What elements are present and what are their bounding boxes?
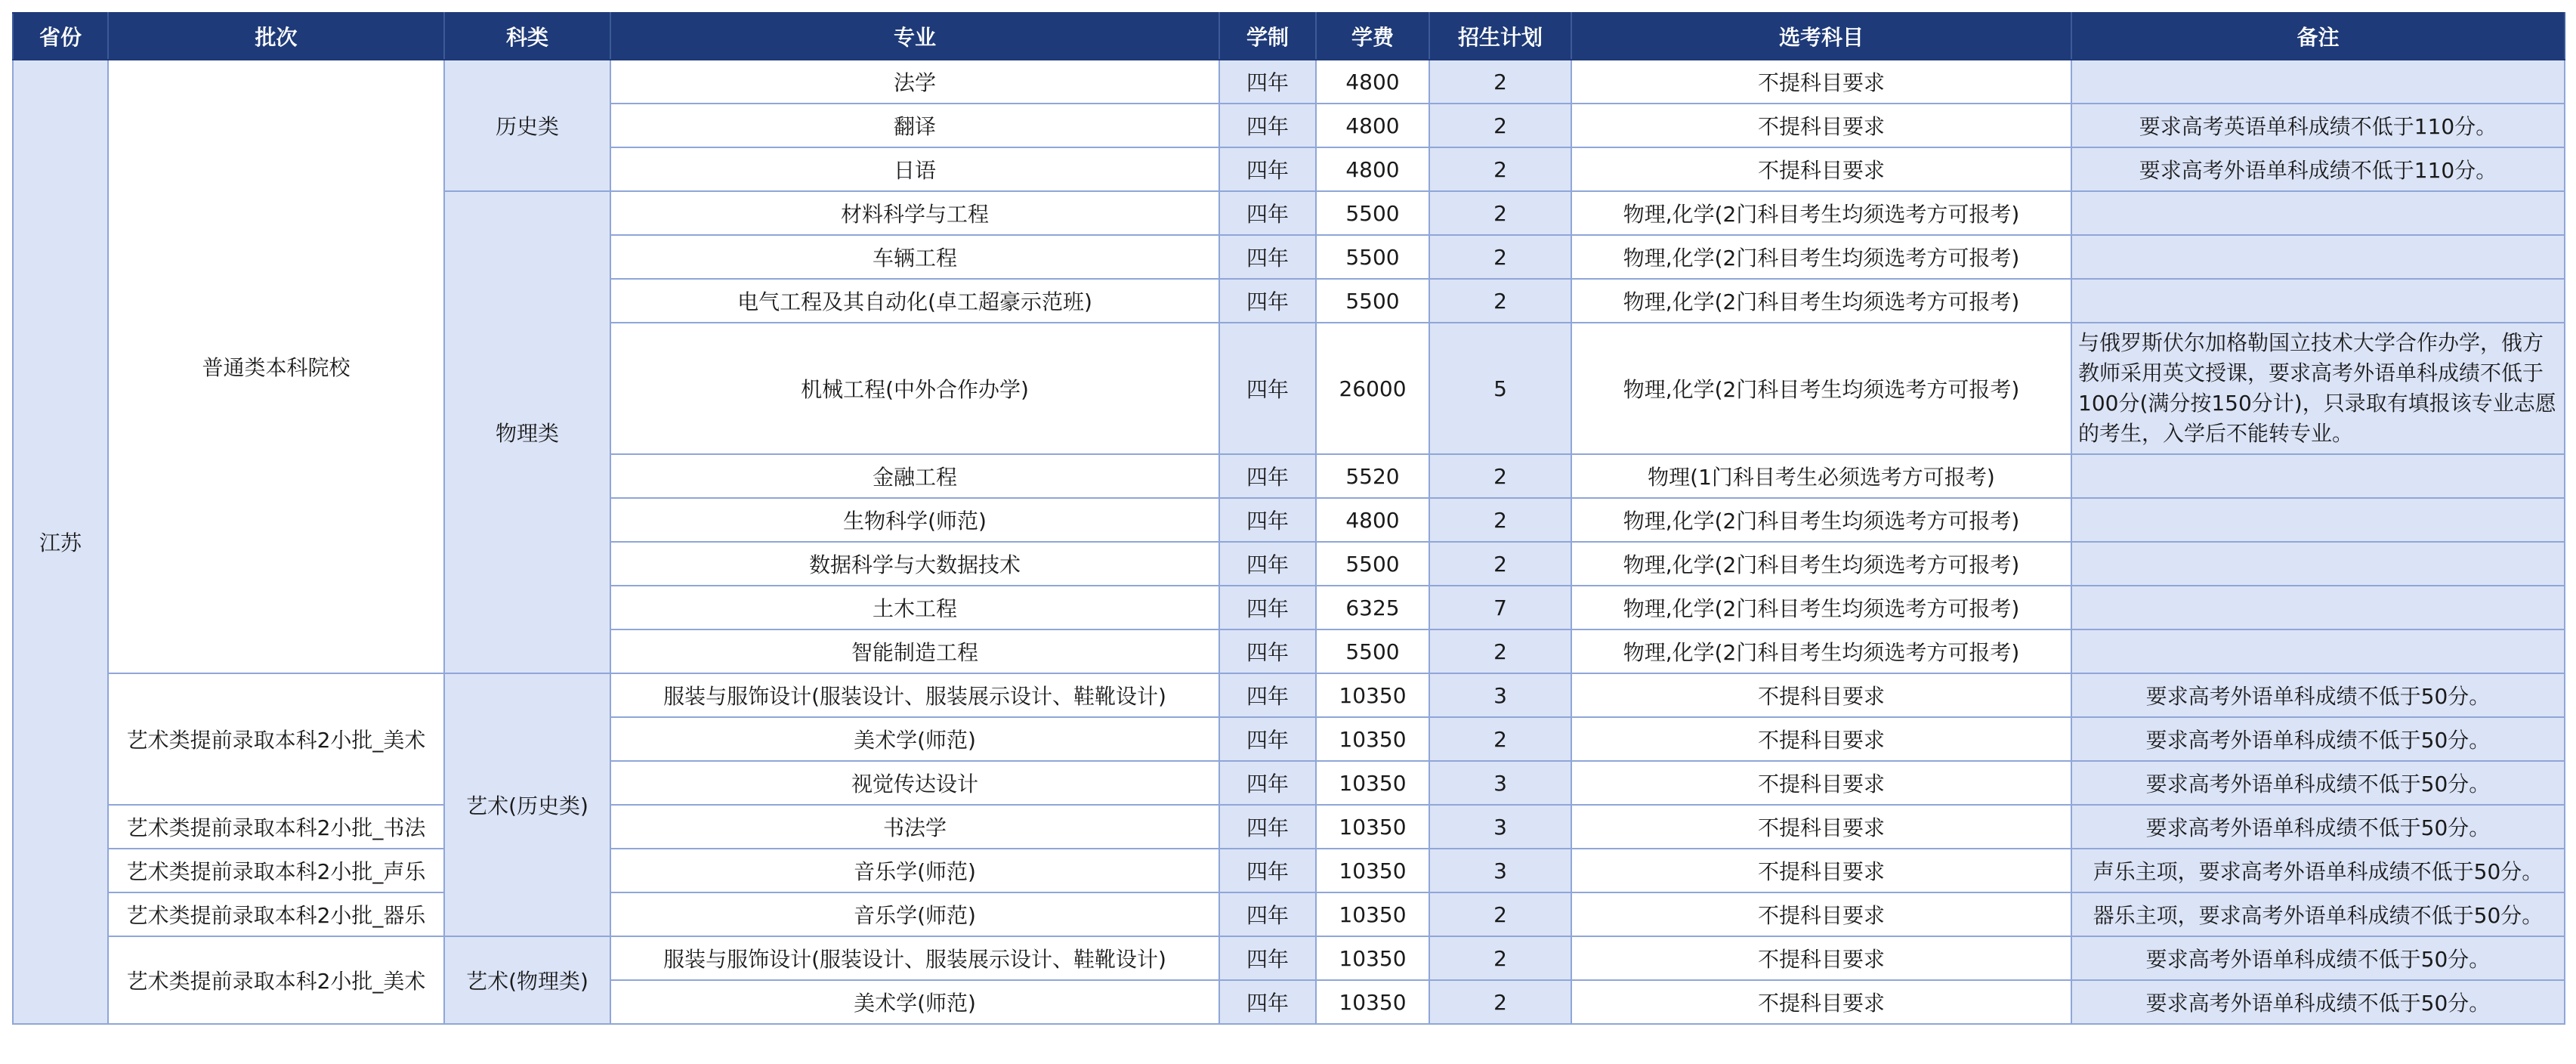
category-cell: 艺术(物理类) (444, 936, 610, 1024)
tuition-cell: 10350 (1316, 849, 1429, 892)
tuition-cell: 4800 (1316, 60, 1429, 104)
plan-cell: 2 (1429, 980, 1571, 1024)
subjects-cell: 物理,化学(2门科目考生均须选考方可报考) (1571, 629, 2071, 673)
subjects-cell: 不提科目要求 (1571, 147, 2071, 191)
major-cell: 电气工程及其自动化(卓工超豪示范班) (610, 279, 1219, 323)
major-cell: 材料科学与工程 (610, 191, 1219, 235)
tuition-cell: 5500 (1316, 279, 1429, 323)
note-cell (2071, 235, 2565, 279)
note-cell (2071, 629, 2565, 673)
note-cell (2071, 279, 2565, 323)
plan-cell: 2 (1429, 147, 1571, 191)
plan-cell: 2 (1429, 454, 1571, 498)
note-cell (2071, 498, 2565, 542)
note-cell: 要求高考外语单科成绩不低于50分。 (2071, 980, 2565, 1024)
note-cell (2071, 60, 2565, 104)
header-subjects: 选考科目 (1571, 13, 2071, 60)
tuition-cell: 5520 (1316, 454, 1429, 498)
subjects-cell: 物理,化学(2门科目考生均须选考方可报考) (1571, 498, 2071, 542)
header-major: 专业 (610, 13, 1219, 60)
note-cell (2071, 542, 2565, 586)
subjects-cell: 不提科目要求 (1571, 980, 2071, 1024)
category-cell: 历史类 (444, 60, 610, 191)
plan-cell: 3 (1429, 805, 1571, 849)
category-cell: 艺术(历史类) (444, 673, 610, 936)
subjects-cell: 不提科目要求 (1571, 673, 2071, 717)
duration-cell: 四年 (1219, 805, 1316, 849)
plan-cell: 2 (1429, 60, 1571, 104)
duration-cell: 四年 (1219, 761, 1316, 805)
duration-cell: 四年 (1219, 235, 1316, 279)
subjects-cell: 不提科目要求 (1571, 761, 2071, 805)
tuition-cell: 10350 (1316, 673, 1429, 717)
subjects-cell: 不提科目要求 (1571, 892, 2071, 936)
batch-cell: 艺术类提前录取本科2小批_书法 (108, 805, 444, 849)
tuition-cell: 5500 (1316, 191, 1429, 235)
major-cell: 美术学(师范) (610, 980, 1219, 1024)
province-cell: 江苏 (13, 60, 108, 1024)
duration-cell: 四年 (1219, 586, 1316, 629)
major-cell: 数据科学与大数据技术 (610, 542, 1219, 586)
duration-cell: 四年 (1219, 191, 1316, 235)
table-body (13, 60, 2565, 1024)
subjects-cell: 物理(1门科目考生必须选考方可报考) (1571, 454, 2071, 498)
major-cell: 日语 (610, 147, 1219, 191)
header-duration: 学制 (1219, 13, 1316, 60)
major-cell: 智能制造工程 (610, 629, 1219, 673)
table-header (13, 13, 2565, 60)
plan-cell: 2 (1429, 936, 1571, 980)
table-row (13, 849, 2565, 892)
plan-cell: 2 (1429, 542, 1571, 586)
duration-cell: 四年 (1219, 323, 1316, 454)
major-cell: 法学 (610, 60, 1219, 104)
tuition-cell: 10350 (1316, 761, 1429, 805)
table-row (13, 805, 2565, 849)
duration-cell: 四年 (1219, 147, 1316, 191)
note-cell: 要求高考外语单科成绩不低于110分。 (2071, 147, 2565, 191)
note-cell: 要求高考外语单科成绩不低于50分。 (2071, 673, 2565, 717)
plan-cell: 2 (1429, 892, 1571, 936)
batch-cell: 普通类本科院校 (108, 60, 444, 673)
note-cell: 要求高考外语单科成绩不低于50分。 (2071, 717, 2565, 761)
plan-cell: 2 (1429, 279, 1571, 323)
note-cell (2071, 191, 2565, 235)
subjects-cell: 不提科目要求 (1571, 805, 2071, 849)
note-cell: 器乐主项，要求高考外语单科成绩不低于50分。 (2071, 892, 2565, 936)
subjects-cell: 物理,化学(2门科目考生均须选考方可报考) (1571, 586, 2071, 629)
major-cell: 车辆工程 (610, 235, 1219, 279)
subjects-cell: 不提科目要求 (1571, 60, 2071, 104)
header-notes: 备注 (2071, 13, 2565, 60)
plan-cell: 3 (1429, 849, 1571, 892)
duration-cell: 四年 (1219, 454, 1316, 498)
batch-cell: 艺术类提前录取本科2小批_声乐 (108, 849, 444, 892)
major-cell: 服装与服饰设计(服装设计、服装展示设计、鞋靴设计) (610, 673, 1219, 717)
subjects-cell: 物理,化学(2门科目考生均须选考方可报考) (1571, 279, 2071, 323)
category-cell: 物理类 (444, 191, 610, 673)
major-cell: 书法学 (610, 805, 1219, 849)
plan-cell: 2 (1429, 104, 1571, 147)
note-cell: 要求高考英语单科成绩不低于110分。 (2071, 104, 2565, 147)
batch-cell: 艺术类提前录取本科2小批_美术 (108, 936, 444, 1024)
subjects-cell: 不提科目要求 (1571, 717, 2071, 761)
tuition-cell: 10350 (1316, 717, 1429, 761)
tuition-cell: 4800 (1316, 104, 1429, 147)
tuition-cell: 5500 (1316, 235, 1429, 279)
note-cell: 要求高考外语单科成绩不低于50分。 (2071, 805, 2565, 849)
major-cell: 生物科学(师范) (610, 498, 1219, 542)
plan-cell: 2 (1429, 235, 1571, 279)
note-cell (2071, 454, 2565, 498)
major-cell: 翻译 (610, 104, 1219, 147)
duration-cell: 四年 (1219, 104, 1316, 147)
major-cell: 土木工程 (610, 586, 1219, 629)
batch-cell: 艺术类提前录取本科2小批_器乐 (108, 892, 444, 936)
header-plan: 招生计划 (1429, 13, 1571, 60)
duration-cell: 四年 (1219, 980, 1316, 1024)
major-cell: 美术学(师范) (610, 717, 1219, 761)
table-row (13, 60, 2565, 104)
subjects-cell: 不提科目要求 (1571, 936, 2071, 980)
enrollment-plan-table (12, 12, 2565, 1025)
subjects-cell: 物理,化学(2门科目考生均须选考方可报考) (1571, 323, 2071, 454)
table-row (13, 673, 2565, 717)
plan-cell: 2 (1429, 629, 1571, 673)
plan-cell: 3 (1429, 673, 1571, 717)
plan-cell: 3 (1429, 761, 1571, 805)
major-cell: 金融工程 (610, 454, 1219, 498)
duration-cell: 四年 (1219, 717, 1316, 761)
major-cell: 机械工程(中外合作办学) (610, 323, 1219, 454)
major-cell: 服装与服饰设计(服装设计、服装展示设计、鞋靴设计) (610, 936, 1219, 980)
note-cell: 与俄罗斯伏尔加格勒国立技术大学合作办学，俄方教师采用英文授课，要求高考外语单科成绩不低于100分(满分按150分计)，只录取有填报该专业志愿的考生，入学后不能转专业。 (2071, 323, 2565, 454)
tuition-cell: 5500 (1316, 629, 1429, 673)
major-cell: 音乐学(师范) (610, 892, 1219, 936)
tuition-cell: 4800 (1316, 147, 1429, 191)
subjects-cell: 物理,化学(2门科目考生均须选考方可报考) (1571, 191, 2071, 235)
duration-cell: 四年 (1219, 498, 1316, 542)
table-row (13, 936, 2565, 980)
tuition-cell: 10350 (1316, 805, 1429, 849)
duration-cell: 四年 (1219, 936, 1316, 980)
tuition-cell: 26000 (1316, 323, 1429, 454)
major-cell: 音乐学(师范) (610, 849, 1219, 892)
note-cell: 要求高考外语单科成绩不低于50分。 (2071, 761, 2565, 805)
header-batch: 批次 (108, 13, 444, 60)
duration-cell: 四年 (1219, 60, 1316, 104)
tuition-cell: 5500 (1316, 542, 1429, 586)
duration-cell: 四年 (1219, 849, 1316, 892)
duration-cell: 四年 (1219, 673, 1316, 717)
tuition-cell: 10350 (1316, 892, 1429, 936)
table-row (13, 892, 2565, 936)
tuition-cell: 6325 (1316, 586, 1429, 629)
duration-cell: 四年 (1219, 542, 1316, 586)
duration-cell: 四年 (1219, 629, 1316, 673)
header-tuition: 学费 (1316, 13, 1429, 60)
note-cell: 要求高考外语单科成绩不低于50分。 (2071, 936, 2565, 980)
subjects-cell: 不提科目要求 (1571, 849, 2071, 892)
plan-cell: 2 (1429, 498, 1571, 542)
tuition-cell: 10350 (1316, 980, 1429, 1024)
header-category: 科类 (444, 13, 610, 60)
subjects-cell: 不提科目要求 (1571, 104, 2071, 147)
plan-cell: 2 (1429, 717, 1571, 761)
duration-cell: 四年 (1219, 892, 1316, 936)
note-cell: 声乐主项，要求高考外语单科成绩不低于50分。 (2071, 849, 2565, 892)
header-row (13, 13, 2565, 60)
plan-cell: 7 (1429, 586, 1571, 629)
enrollment-plan-table-container (12, 12, 2564, 1025)
plan-cell: 5 (1429, 323, 1571, 454)
subjects-cell: 物理,化学(2门科目考生均须选考方可报考) (1571, 235, 2071, 279)
major-cell: 视觉传达设计 (610, 761, 1219, 805)
note-cell (2071, 586, 2565, 629)
batch-cell: 艺术类提前录取本科2小批_美术 (108, 673, 444, 805)
tuition-cell: 4800 (1316, 498, 1429, 542)
subjects-cell: 物理,化学(2门科目考生均须选考方可报考) (1571, 542, 2071, 586)
tuition-cell: 10350 (1316, 936, 1429, 980)
header-province: 省份 (13, 13, 108, 60)
plan-cell: 2 (1429, 191, 1571, 235)
duration-cell: 四年 (1219, 279, 1316, 323)
